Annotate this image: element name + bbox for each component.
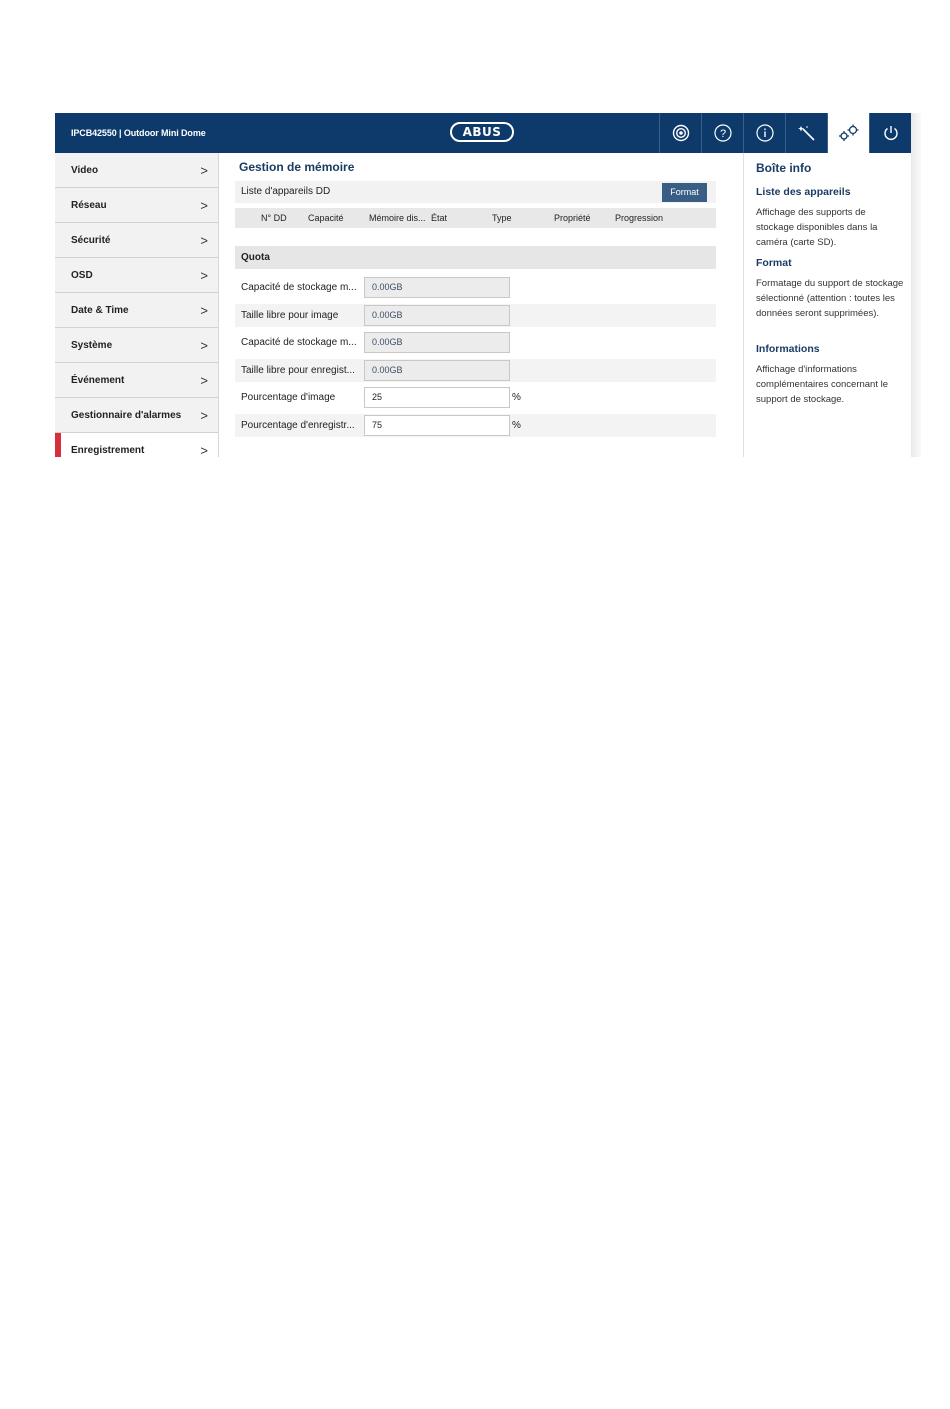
active-indicator <box>55 433 61 457</box>
format-button[interactable]: Format <box>662 183 707 202</box>
device-list-bar <box>235 181 716 203</box>
help-icon[interactable] <box>701 113 743 153</box>
quota-row <box>235 386 716 409</box>
quota-label: Pourcentage d'enregistr... <box>241 420 355 431</box>
chevron-right-icon: > <box>200 338 208 353</box>
quota-label: Taille libre pour enregist... <box>241 365 355 376</box>
chevron-right-icon: > <box>200 408 208 423</box>
device-table-header <box>235 208 716 228</box>
sidebar-item-securite[interactable] <box>55 223 218 258</box>
sidebar-item-label: Sécurité <box>71 234 111 246</box>
info-section-text: Formatage du support de stockage sélectionné (attention : toutes les données seront supprimées). <box>756 278 904 319</box>
quota-row <box>235 414 716 437</box>
page-title: Gestion de mémoire <box>239 160 355 174</box>
chevron-right-icon: > <box>200 233 208 248</box>
column-header[interactable]: Type <box>492 213 512 223</box>
quota-value-field: 0.00GB <box>364 277 510 298</box>
sidebar-item-osd[interactable] <box>55 258 218 293</box>
sidebar-item-label: Événement <box>71 374 125 386</box>
camera-icon[interactable] <box>659 113 701 153</box>
sidebar-item-label: Enregistrement <box>71 445 145 456</box>
info-section <box>756 343 906 407</box>
abus-logo <box>450 122 514 142</box>
info-section <box>756 257 906 321</box>
sidebar-item-alarmes[interactable] <box>55 398 218 433</box>
top-bar <box>55 113 911 153</box>
info-section-heading: Format <box>756 257 792 269</box>
info-icon[interactable] <box>743 113 785 153</box>
device-title: IPCB42550 | Outdoor Mini Dome <box>71 128 206 138</box>
chevron-right-icon: > <box>200 373 208 388</box>
column-header[interactable]: Progression <box>615 213 664 223</box>
info-section-text: Affichage des supports de stockage disponibles dans la caméra (carte SD). <box>756 207 878 248</box>
wizard-icon[interactable] <box>785 113 827 153</box>
sidebar-item-enregistrement[interactable] <box>55 433 218 457</box>
sidebar-item-reseau[interactable] <box>55 188 218 223</box>
chevron-right-icon: > <box>200 443 208 457</box>
info-section-text: Affichage d'informations complémentaires concernant le support de stockage. <box>756 364 889 405</box>
quota-row <box>235 304 716 327</box>
info-box-title: Boîte info <box>756 161 812 175</box>
chevron-right-icon: > <box>200 303 208 318</box>
info-box <box>743 153 911 457</box>
sidebar-item-systeme[interactable] <box>55 328 218 363</box>
image-percentage-input[interactable]: 25 <box>364 387 510 408</box>
chevron-right-icon: > <box>200 198 208 213</box>
column-header[interactable]: Capacité <box>308 213 344 223</box>
record-percentage-input[interactable]: 75 <box>364 415 510 436</box>
sidebar-item-label: Date & Time <box>71 304 129 316</box>
sidebar-item-label: Gestionnaire d'alarmes <box>71 409 182 421</box>
quota-row <box>235 359 716 382</box>
sidebar-item-date-time[interactable] <box>55 293 218 328</box>
sidebar <box>55 153 219 457</box>
window-shadow <box>911 113 921 457</box>
info-section-heading: Liste des appareils <box>756 186 851 198</box>
column-header[interactable]: Mémoire dis... <box>369 213 426 223</box>
quota-value-field: 0.00GB <box>364 360 510 381</box>
quota-value-field: 0.00GB <box>364 332 510 353</box>
info-section-heading: Informations <box>756 343 820 355</box>
device-list-label: Liste d'appareils DD <box>241 186 331 197</box>
quota-label: Capacité de stockage m... <box>241 337 357 348</box>
column-header[interactable]: N° DD <box>261 213 287 223</box>
quota-label: Taille libre pour image <box>241 310 339 321</box>
quota-value-field: 0.00GB <box>364 305 510 326</box>
sidebar-item-label: OSD <box>71 269 93 281</box>
info-section <box>756 186 906 250</box>
quota-section-title: Quota <box>235 246 716 269</box>
app-window <box>55 113 911 457</box>
main-content <box>219 153 741 457</box>
sidebar-item-label: Réseau <box>71 199 107 211</box>
column-header[interactable]: Propriété <box>554 213 591 223</box>
quota-label: Pourcentage d'image <box>241 392 336 403</box>
chevron-right-icon: > <box>200 268 208 283</box>
logo-text: ABUS <box>462 125 502 139</box>
toolbar-icons <box>659 113 911 153</box>
percent-unit: % <box>512 420 521 431</box>
quota-label: Capacité de stockage m... <box>241 282 357 293</box>
quota-row <box>235 276 716 299</box>
settings-icon[interactable] <box>827 113 869 153</box>
svg-text:?: ? <box>719 128 726 140</box>
column-header[interactable]: État <box>431 213 448 223</box>
sidebar-item-label: Système <box>71 339 113 351</box>
sidebar-item-video[interactable] <box>55 153 218 188</box>
sidebar-item-evenement[interactable] <box>55 363 218 398</box>
chevron-right-icon: > <box>200 163 208 178</box>
quota-row <box>235 331 716 354</box>
power-icon[interactable] <box>869 113 911 153</box>
percent-unit: % <box>512 392 521 403</box>
sidebar-item-label: Video <box>71 164 99 176</box>
